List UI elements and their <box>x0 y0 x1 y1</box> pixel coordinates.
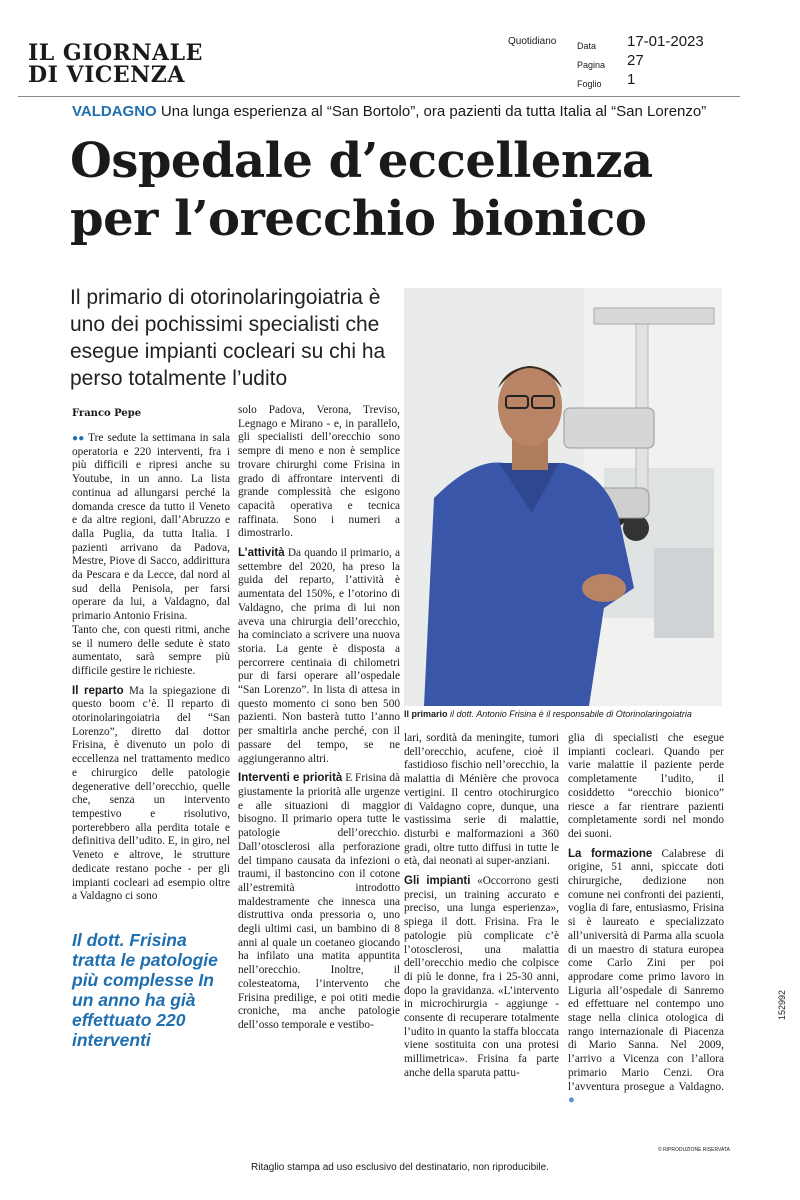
meta-labels <box>577 37 605 94</box>
doctor-photo-illustration <box>404 288 722 706</box>
meta-value-page: 27 <box>627 52 644 69</box>
paragraph <box>72 432 230 624</box>
headline-line-1: Ospedale d’eccellenza <box>70 133 653 189</box>
paragraph: Tanto che, con questi ritmi, anche se il numero delle sedute è stato aumentato, sarà sempre più difficile gestire le richieste. <box>72 623 230 677</box>
lead-dots-icon: ●● <box>72 433 85 444</box>
meta-label-page: Pagina <box>577 60 606 70</box>
article-column-1 <box>72 432 230 904</box>
pull-quote: Il dott. Frisina tratta le patologie più complesse In un anno ha già effettuato 220 interventi <box>72 930 218 1050</box>
byline: Franco Pepe <box>72 408 142 419</box>
paragraph <box>404 875 559 1081</box>
paragraph: solo Padova, Verona, Treviso, Legnago e Mirano - e, in parallelo, gli specialisti dell’orecchio sono sempre di meno e non è semplice trovare chirurghi come Frisina in grado di affrontare interventi di grande complessità che esigono capacità operativa e tecnica raffinata. Sono i numeri a dimostrarlo. <box>238 404 400 540</box>
paragraph-text: E Frisina dà giustamente la priorità alle urgenze e alle situazioni di maggior bisogno. Il primario opera tutte le patologie dell’orecchio. Dall’otosclerosi alla perforazione del timpano causata da infezioni o traumi, il bastoncino con il cotone all’estremità introdotto maldestramente che innesca una distruttiva onda pressoria o, uno degli ultimi casi, un bambino di 8 anni al quale un coetaneo giocando ha infilato una matita appuntita nell’orecchio. Inoltre, il colesteatoma, l’intervento che Frisina predilige, e poi otiti medie croniche, ma anche patologie dell’osso temporale e vestibo- <box>238 772 400 1031</box>
paragraph <box>238 772 400 1032</box>
doctor-photo <box>404 288 722 706</box>
paragraph: lari, sordità da meningite, tumori dell’orecchio, acufene, cioè il fastidioso fischio nell’orecchio, la malattia di Ménière che provoca vertigini. Il centro otochirurgico di Valdagno copre, dunque, una vastissima serie di malattie, disturbi e malformazioni a 360 gradi, oltre tutto diffusi in tutte le età, dai neonati ai super-anziani. <box>404 732 559 868</box>
paragraph <box>568 848 724 1108</box>
masthead-line-2: DI VICENZA <box>28 62 185 88</box>
paragraph: glia di specialisti che esegue impianti cocleari. Quando per varie malattie il paziente perde completamente l’udito, il cosiddetto “orecchio bionico” riesce a far rientrare pazienti completamente sordi nel mondo dei suoni. <box>568 732 724 840</box>
meta-value-date: 17-01-2023 <box>627 33 704 50</box>
meta-label-date: Data <box>577 41 597 51</box>
section-heading-reparto: Il reparto <box>72 684 124 697</box>
paragraph-text: «Occorrono gesti precisi, un training accurato e preciso, una lunga esperienza», spiega il dott. Frisina. Fra le patologie più complicate c’è l’otosclerosi, una malattia dell’orecchio medio che colpisce di più le donne, fra i 25-30 anni, dopo la gravidanza. «L’intervento in microchirurgia - aggiunge - consente di recuperare totalmente l’udito in quanto la staffa bloccata viene sostituita con una protesi millimetrica». Frisina fa parte anche della sparuta pattu- <box>404 875 559 1079</box>
article-column-2 <box>238 404 400 1033</box>
headline-line-2: per l’orecchio bionico <box>70 191 647 247</box>
paragraph-text: Ma la spiegazione di questo boom c’è. Il reparto di otorinolaringoiatria del “San Lorenzo”, diretto dal dottor Frisina, è divenuto un polo di eccellenza nel trattamento medico e chirurgico delle patologie degenerative dell’orecchio, quelle che, senza un intervento tempestivo e risolutivo, porterebbero alla perdita totale e definitiva dell’udito. E, in giro, nel Veneto e altrove, le strutture dedicate restano poche - per gli impianti cocleari ad esempio oltre a Valdagno ci sono <box>72 684 230 903</box>
copyright-credit: © RIPRODUZIONE RISERVATA <box>658 1147 730 1153</box>
subheadline: Il primario di otorinolaringoiatria è uno dei pochissimi specialisti che esegue impianti cocleari su chi ha perso totalmente l’udito <box>70 286 386 390</box>
end-mark-icon: ● <box>568 1094 575 1107</box>
publication-kind: Quotidiano <box>508 36 557 47</box>
kicker-text: Una lunga esperienza al “San Bortolo”, ora pazienti da tutta Italia al “San Lorenzo” <box>160 103 707 120</box>
caption-lead: Il primario <box>404 709 448 719</box>
section-heading-interventi: Interventi e priorità <box>238 772 343 785</box>
meta-label-sheet: Foglio <box>577 79 602 89</box>
section-heading-attivita: L’attività <box>238 547 285 560</box>
paragraph <box>72 685 230 904</box>
caption-text: il dott. Antonio Frisina è il responsabile di Otorinolaringoiatria <box>450 709 692 719</box>
headline <box>70 132 740 248</box>
side-code: 152992 <box>777 989 787 1020</box>
meta-values <box>627 32 704 89</box>
header-divider <box>18 96 740 97</box>
newspaper-masthead <box>28 42 218 86</box>
paragraph <box>238 547 400 766</box>
photo-caption <box>404 709 734 719</box>
section-heading-impianti: Gli impianti <box>404 875 471 888</box>
kicker <box>72 103 732 120</box>
meta-value-sheet: 1 <box>627 71 636 88</box>
paragraph-text: Tre sedute la settimana in sala operatoria e 220 interventi, fra i più difficili e ripresi anche su Youtube, in un anno. La lista continua ad allungarsi perché la domanda cresce da tutto il Veneto e da altre regioni, dall’Abruzzo e dalla Puglia, da tutta Italia. I pazienti arrivano da Padova, Mestre, Piove di Sacco, addirittura da Pescara e da Lecce, dal nord al sud della Penisola, per farsi operare da lui, a Valdagno, dal primario Antonio Frisina. <box>72 432 230 623</box>
paragraph-text: Calabrese di origine, 51 anni, spiccate doti chirurgiche, dedizione non comune nei confronti dei pazienti, voglia di fare, entusiasmo, Frisina si è laureato e specializzato all’università di Parma alla scuola di un maestro di statura europea come Carlo Zini per poi approdare come primo lavoro in Liguria all’ospedale di Sanremo ed effettuare nel contempo uno stage nella clinica otologica di rango internazionale di Piacenza di Mario Sanna. Nel 2009, l’arrivo a Vicenza con l’allora primario Mario Cenzi. Ora l’avventura prosegue a Valdagno. <box>568 847 724 1093</box>
clipping-disclaimer: Ritaglio stampa ad uso esclusivo del destinatario, non riproducibile. <box>251 1162 549 1173</box>
section-heading-formazione: La formazione <box>568 847 653 860</box>
article-column-3 <box>404 732 559 1081</box>
masthead-line-1: IL GIORNALE <box>28 40 203 66</box>
kicker-place: VALDAGNO <box>72 103 157 120</box>
article-column-4 <box>568 732 724 1108</box>
paragraph-text: Da quando il primario, a settembre del 2020, ha preso la guida del reparto, l’attività è aumentata del 150%, e l’otorino di Valdagno, che prima di lui non aveva una chirurgia dell’orecchio, ha cominciato a scrivere una nuova storia. La gente è disposta a percorrere centinaia di chilometri pur di farsi operare all’ospedale “San Lorenzo”. In lista di attesa in questo momento ci sono ben 500 pazienti. Non basterà tutto l’anno per smaltirla anche perché, con il passare del tempo, se ne aggiungeranno altri. <box>238 547 400 765</box>
